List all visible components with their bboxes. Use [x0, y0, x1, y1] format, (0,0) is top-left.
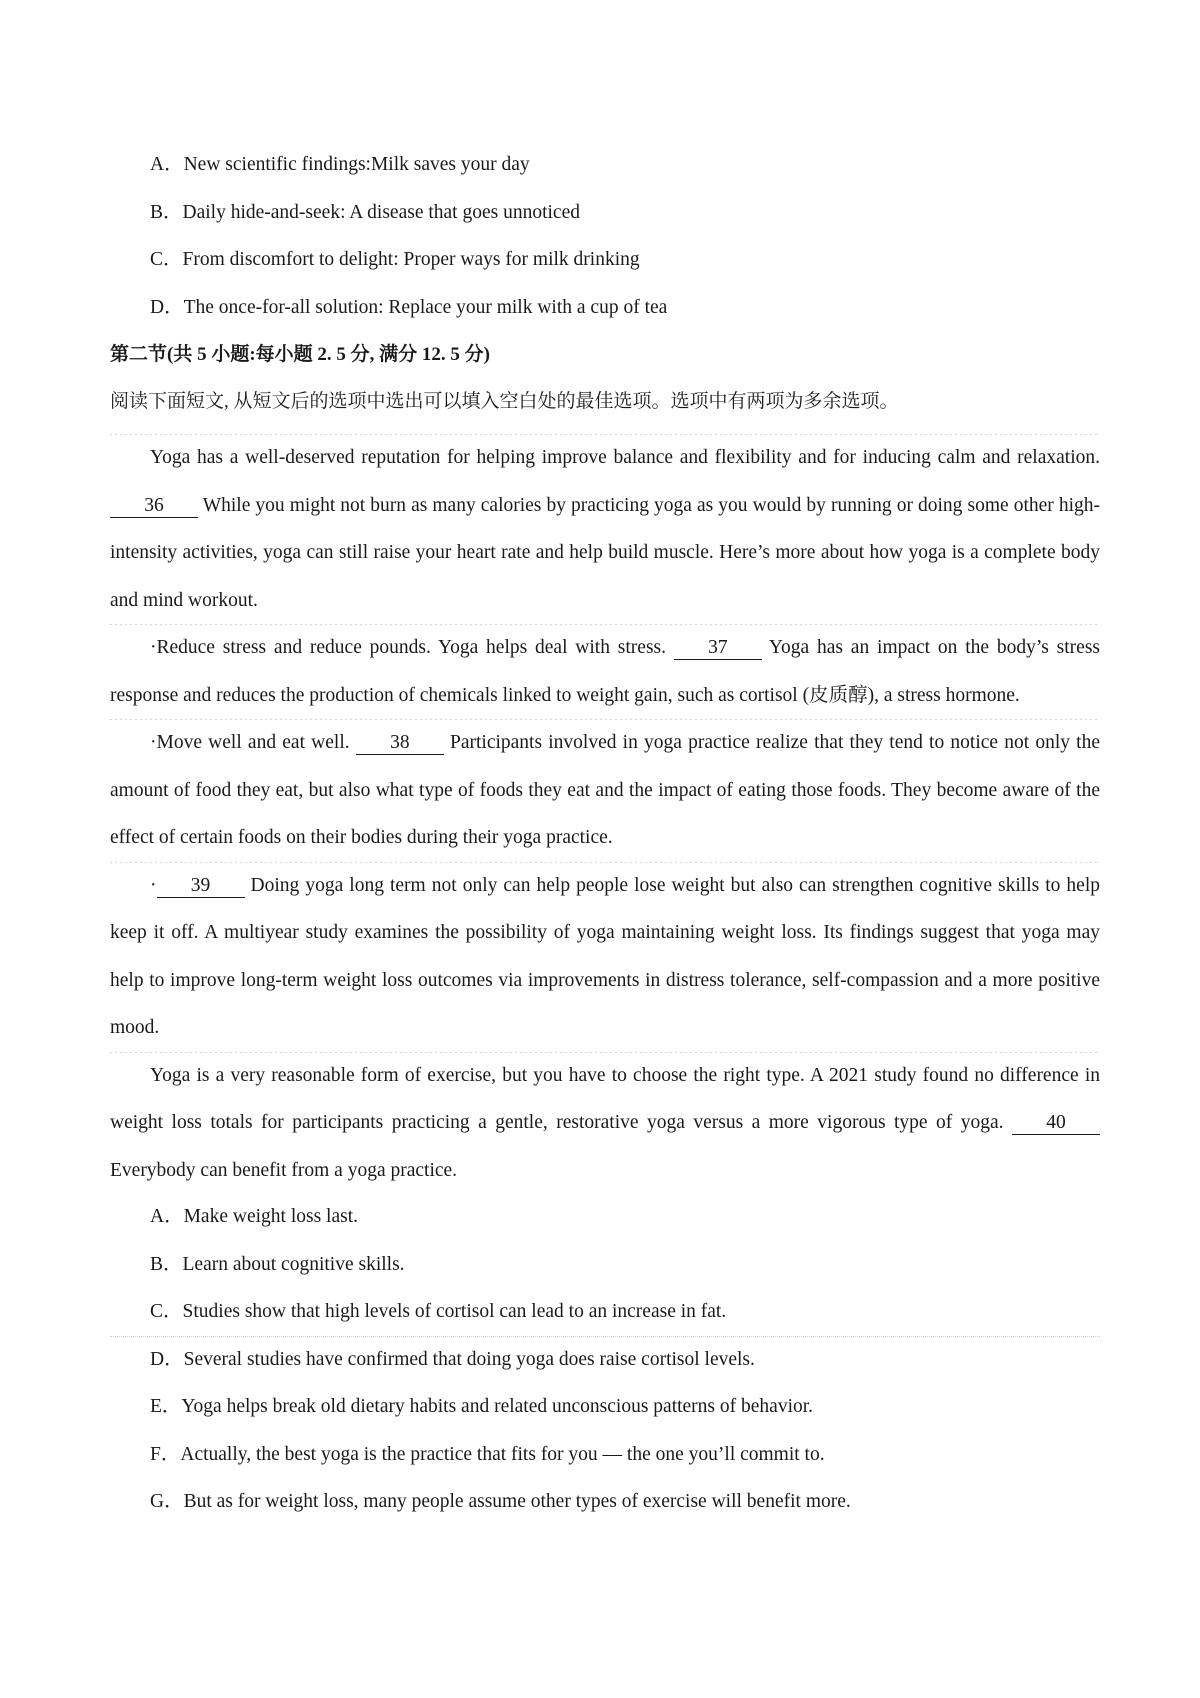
- option-d: [110, 293, 1100, 323]
- option-letter: D．: [150, 296, 184, 318]
- blank-36: 36: [110, 495, 198, 518]
- paragraph-text: Yoga has an impact on the body’s stress response and reduces the production of chemicals linked to weight gain, such as cortisol (皮质醇), a stress hormone.: [110, 637, 1100, 706]
- paragraph-text: Yoga is a very reasonable form of exercise, but you have to choose the right type. A 2021 study found no difference in weight loss totals for participants practicing a gentle, restorative yoga versus a more vigorous type of yoga.: [110, 1064, 1100, 1133]
- option-letter: C．: [150, 249, 183, 270]
- paragraph-text: ·Reduce stress and reduce pounds. Yoga helps deal with stress.: [150, 637, 666, 658]
- document-page: [110, 150, 1100, 1535]
- option-letter: E．: [150, 1396, 182, 1417]
- paragraph-text: Doing yoga long term not only can help people lose weight but also can strengthen cognitive skills to help keep it off. A multiyear study examines the possibility of yoga maintaining weight loss. Its findings suggest that yoga may help to improve long-term weight loss outcomes via improvements in distress tolerance, self-compassion and a more positive mood.: [110, 874, 1101, 1038]
- option-text: Daily hide-and-seek: A disease that goes unnoticed: [182, 201, 580, 223]
- blank-38: 38: [356, 732, 444, 755]
- option-c: [110, 245, 1100, 275]
- option-text: Several studies have confirmed that doing yoga does raise cortisol levels.: [183, 1348, 755, 1370]
- previous-question-options: [110, 150, 1100, 323]
- option-letter: B．: [150, 1253, 183, 1275]
- section-instruction: 阅读下面短文, 从短文后的选项中选出可以填入空白处的最佳选项。选项中有两项为多余选项。: [110, 391, 899, 412]
- paragraph-text: ·: [150, 874, 157, 896]
- answer-option-a: [110, 1202, 1100, 1232]
- option-text: Studies show that high levels of cortisol can lead to an increase in fat.: [182, 1301, 727, 1322]
- option-letter: B．: [150, 201, 183, 223]
- option-b: [110, 198, 1100, 228]
- passage-paragraph-2: [110, 624, 1100, 719]
- answer-option-f: [110, 1440, 1100, 1470]
- divider: [110, 1336, 1100, 1337]
- blank-37: 37: [674, 637, 762, 660]
- option-letter: C．: [150, 1301, 183, 1322]
- option-text: From discomfort to delight: Proper ways for milk drinking: [182, 249, 640, 270]
- option-text: Make weight loss last.: [183, 1206, 358, 1227]
- blank-39: 39: [157, 875, 245, 898]
- passage-paragraph-1: [110, 434, 1100, 624]
- option-text: Yoga helps break old dietary habits and related unconscious patterns of behavior.: [181, 1396, 814, 1417]
- option-letter: F．: [150, 1443, 181, 1465]
- passage-paragraph-5: [110, 1052, 1100, 1195]
- section-heading: 第二节(共 5 小题:每小题 2. 5 分, 满分 12. 5 分): [110, 344, 490, 365]
- answer-option-c: [110, 1297, 1100, 1327]
- answer-option-b: [110, 1250, 1100, 1280]
- option-letter: A．: [150, 1206, 184, 1227]
- answer-option-d: [110, 1345, 1100, 1375]
- option-text: New scientific findings:Milk saves your day: [183, 154, 530, 175]
- option-letter: G．: [150, 1491, 184, 1512]
- option-text: But as for weight loss, many people assume other types of exercise will benefit more.: [183, 1491, 851, 1512]
- blank-40: 40: [1012, 1112, 1100, 1135]
- option-text: Learn about cognitive skills.: [182, 1253, 405, 1275]
- passage-paragraph-3: [110, 719, 1100, 862]
- option-letter: D．: [150, 1348, 184, 1370]
- passage-paragraph-4: [110, 862, 1100, 1052]
- answer-option-g: [110, 1487, 1100, 1517]
- paragraph-text: ·Move well and eat well.: [150, 732, 350, 753]
- option-a: [110, 150, 1100, 180]
- answer-options: [110, 1202, 1100, 1517]
- paragraph-text: Participants involved in yoga practice realize that they tend to notice not only the amount of food they eat, but also what type of foods they eat and the impact of eating those foods. They become aware of the effect of certain foods on their bodies during their yoga practice.: [110, 732, 1101, 848]
- paragraph-text: Yoga has a well-deserved reputation for helping improve balance and flexibility and for inducing calm and relaxation.: [150, 447, 1100, 468]
- paragraph-text: Everybody can benefit from a yoga practice.: [110, 1159, 458, 1181]
- option-text: Actually, the best yoga is the practice that fits for you — the one you’ll commit to.: [180, 1443, 825, 1465]
- option-letter: A．: [150, 154, 184, 175]
- option-text: The once-for-all solution: Replace your milk with a cup of tea: [183, 296, 668, 318]
- paragraph-text: While you might not burn as many calories by practicing yoga as you would by running or doing some other high-intensity activities, yoga can still raise your heart rate and help build muscle. Here’s more about how yoga is a complete body and mind workout.: [110, 494, 1100, 611]
- answer-option-e: [110, 1392, 1100, 1422]
